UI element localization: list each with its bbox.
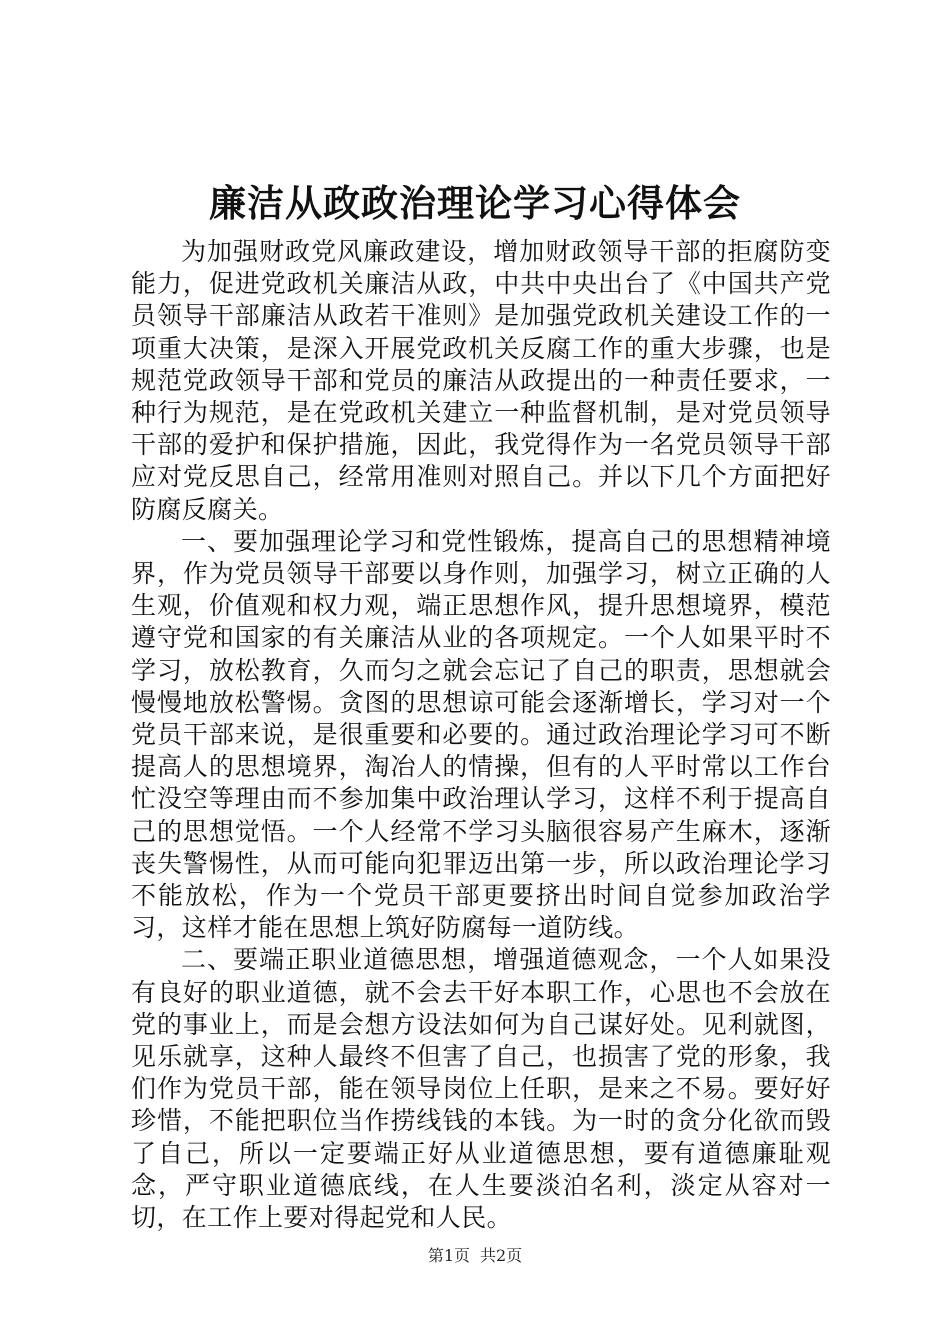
paragraph-section-2: 二、要端正职业道德思想，增强道德观念，一个人如果没有良好的职业道德，就不会去干好本职工作，心思也不会放在党的事业上，而是会想方设法如何为自己谋好处。见利就图，见乐就享，这种人最终不但害了自己，也损害了党的形象，我们作为党员干部，能在领导岗位上任职，是来之不易。要好好珍惜，不能把职位当作捞线钱的本钱。为一时的贪分化欲而毁了自己，所以一定要端正好从业道德思想，要有道德廉耻观念，严守职业道德底线，在人生要淡泊名利，淡定从容对一切，在工作上要对得起党和人民。 <box>131 945 831 1233</box>
page-total: 共2页 <box>480 1246 523 1265</box>
document-body <box>131 236 831 1234</box>
page-footer <box>0 1245 950 1267</box>
document-title: 廉洁从政政治理论学习心得体会 <box>209 181 741 225</box>
paragraph-section-1: 一、要加强理论学习和党性锻炼，提高自己的思想精神境界，作为党员领导干部要以身作则，加强学习，树立正确的人生观，价值观和权力观，端正思想作风，提升思想境界，模范遵守党和国家的有关廉洁从业的各项规定。一个人如果平时不学习，放松教育，久而匀之就会忘记了自己的职责，思想就会慢慢地放松警惕。贪图的思想谅可能会逐渐增长，学习对一个党员干部来说，是很重要和必要的。通过政治理论学习可不断提高人的思想境界，淘冶人的情操，但有的人平时常以工作台忙没空等理由而不参加集中政治理认学习，这样不利于提高自己的思想觉悟。一个人经常不学习头脑很容易产生麻木，逐渐丧失警惕性，从而可能向犯罪迈出第一步，所以政治理论学习不能放松，作为一个党员干部更要挤出时间自觉参加政治学习，这样才能在思想上筑好防腐每一道防线。 <box>131 526 831 943</box>
page-number: 第1页 <box>427 1246 470 1265</box>
paragraph-intro: 为加强财政党风廉政建设，增加财政领导干部的拒腐防变能力，促进党政机关廉洁从政，中共中央出台了《中国共产党员领导干部廉洁从政若干准则》是加强党政机关建设工作的一项重大决策，是深入开展党政机关反腐工作的重大步骤，也是规范党政领导干部和党员的廉洁从政提出的一种责任要求，一种行为规范，是在党政机关建立一种监督机制，是对党员领导干部的爱护和保护措施，因此，我党得作为一名党员领导干部应对党反思自己，经常用准则对照自己。并以下几个方面把好防腐反腐关。 <box>131 237 831 524</box>
